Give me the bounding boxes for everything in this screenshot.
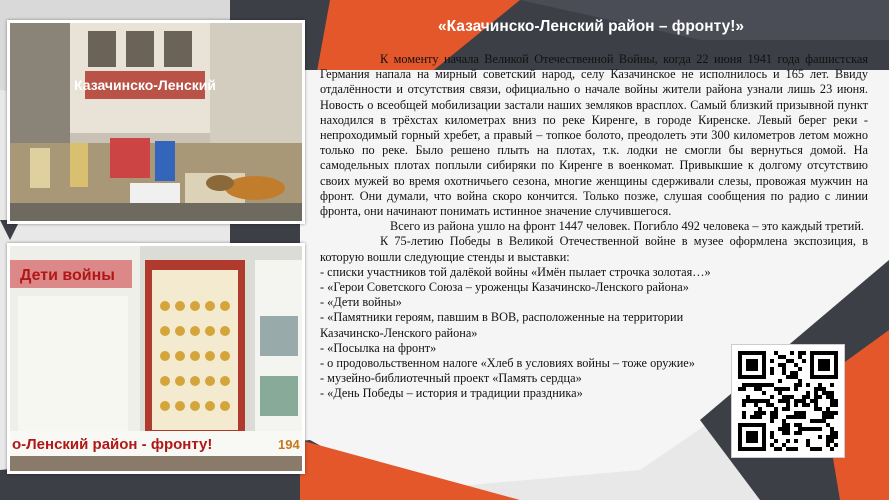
slide-title: «Казачинско-Ленский район – фронту!» [437, 18, 745, 35]
list-item: - музейно-библиотечный проект «Память сердца» [320, 371, 582, 386]
paragraph-statistics: Всего из района ушло на фронт 1447 человек. Погибло 492 человека – это каждый третий. [390, 219, 864, 234]
photo-banner-text: Казачинско-Ленский [74, 77, 216, 93]
list-item: - «Дети войны» [320, 295, 402, 310]
museum-photo-top [7, 20, 305, 224]
list-item-continuation: Казачинско-Ленского района» [320, 325, 478, 340]
list-item: - «Памятники героям, павшим в ВОВ, расположенные на территории [320, 310, 684, 325]
list-item: - «День Победы – история и традиции праздника» [320, 386, 583, 401]
qr-code[interactable] [731, 344, 845, 458]
qr-code-icon [732, 345, 844, 457]
list-item: - списки участников той далёкой войны «Имён пылает строчка золотая…» [320, 264, 711, 279]
paragraph-history: К моменту начала Великой Отечественной Войны, когда 22 июня 1941 года фашистская Германия напала на мирный советский народ, селу Казачинское не исполнилось и 165 лет. Ввиду отдалённости и отсутствия связи, официально о начале войны жители района узнали лишь 23 июня. Новость о всеобщей мобилизации застали наших земляков врасплох. Самый близкий призывной пункт находился в трёхстах километрах вниз по реке Киренге, в городе Киренске. Левый берег реки - непроходимый горный хребет, а правый – топкое болото, преодолеть эти 300 километров летом можно только по реке. Было решено плыть на плотах, т.к. лодки не смогли бы вернуться домой. На самодельных плотах поплыли сибиряки по Киренге в военкомат. Привыкшие к долгому отсутствию своих мужей во время охотничьего сезона, многие женщины сдерживали слезы, провожая мужчин на фронт. Они думали, что война скоро кончится. Только позже, слушая сообщения по радио с линии фронта, они начинают понимать истинное значение случившегося. [320, 52, 868, 219]
bottom-banner-text: о-Ленский район - фронту! [12, 436, 213, 453]
list-item: - «Герои Советского Союза – уроженцы Казачинско-Ленского района» [320, 280, 689, 295]
museum-photo-bottom [7, 243, 305, 474]
exhibit-boards-image [10, 246, 302, 471]
exhibit-stand-image [10, 23, 302, 221]
board-title: Дети войны [20, 267, 115, 284]
list-item: - о продовольственном налоге «Хлеб в условиях войны – тоже оружие» [320, 356, 695, 371]
corner-number: 194 [278, 437, 300, 452]
paragraph-exposition: К 75-летию Победы в Великой Отечественной войне в музее оформлена экспозиция, в которую вошли следующие стенды и выставки: [320, 234, 868, 264]
list-item: - «Посылка на фронт» [320, 340, 437, 355]
